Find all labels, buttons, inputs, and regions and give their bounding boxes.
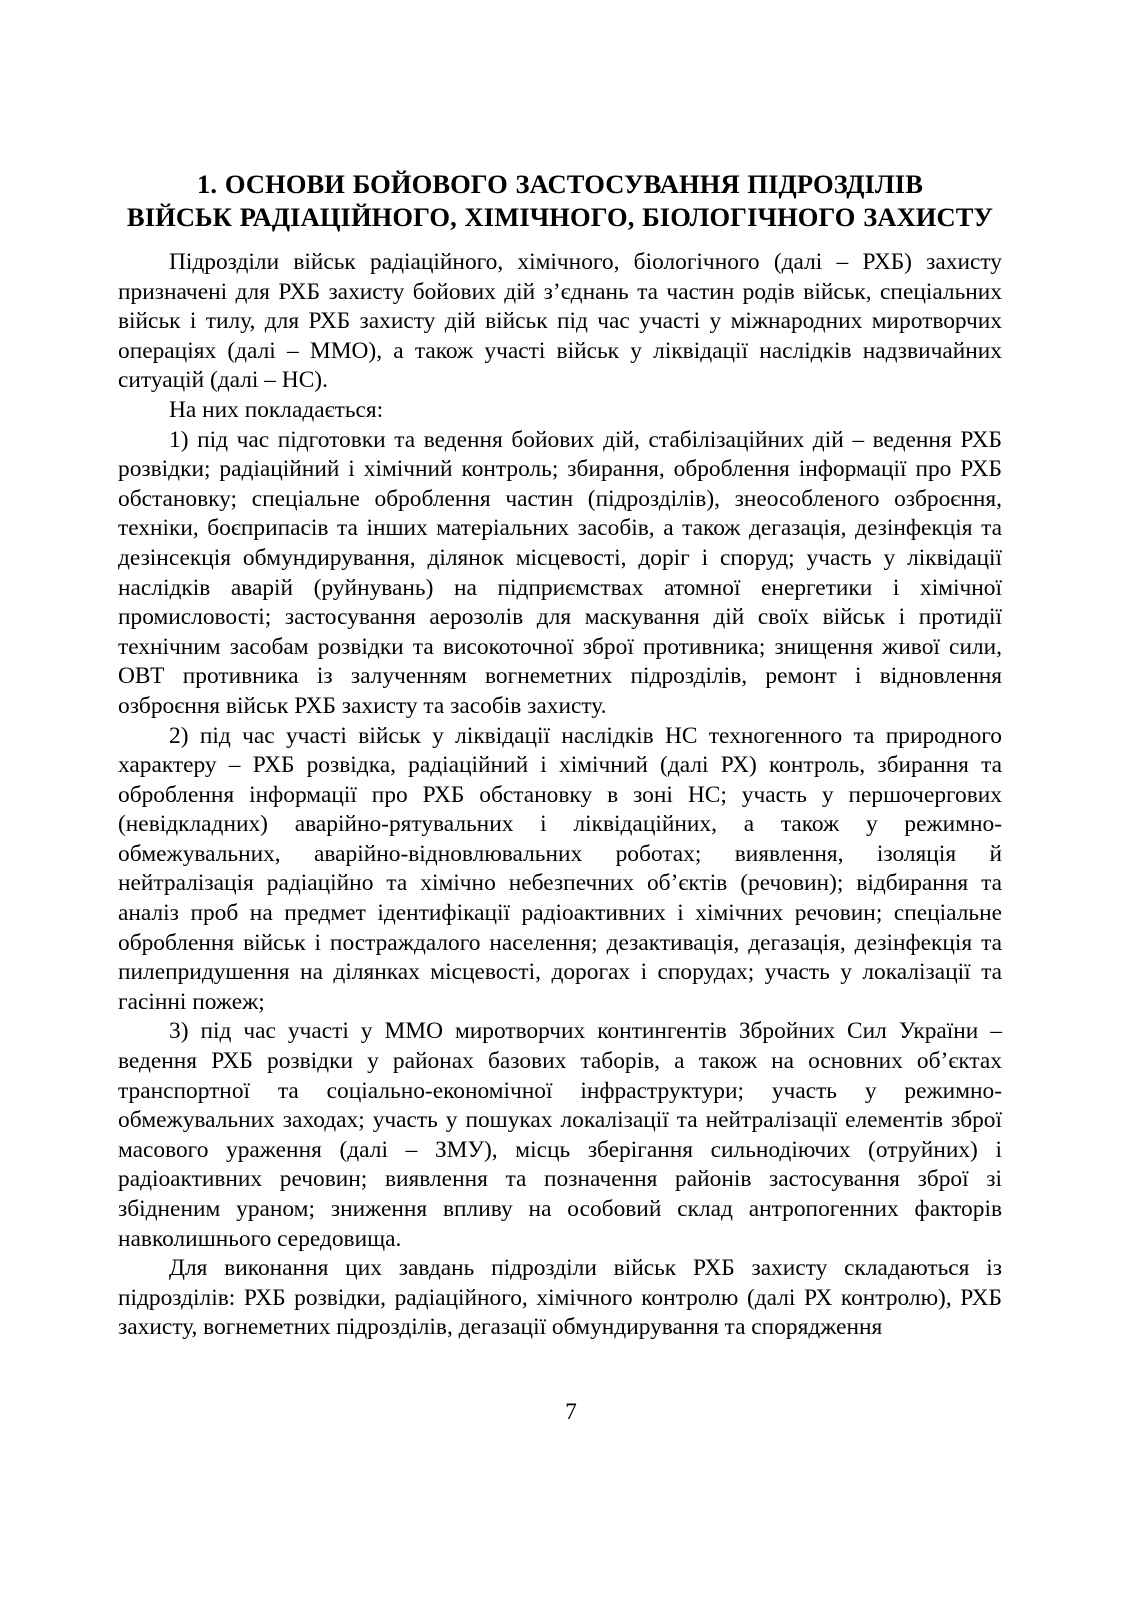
- paragraph-item-2: 2) під час участі військ у ліквідації наслідків НС техногенного та природного характеру – РХБ розвідка, радіаційний і хімічний (далі РХ) контроль, збирання та оброблення інформації про РХБ обстановку в зоні НС; участь у першочергових (невідкладних) аварійно-рятувальних і ліквідаційних, а також у режимно-обмежувальних, аварійно-відновлювальних роботах; виявлення, ізоляція й нейтралізація радіаційно та хімічно небезпечних об’єктів (речовин); відбирання та аналіз проб на предмет ідентифікації радіоактивних і хімічних речовин; спеціальне оброблення військ і постраждалого населення; дезактивація, дегазація, дезінфекція та пилепридушення на ділянках місцевості, дорогах і спорудах; участь у локалізації та гасінні пожеж;: [118, 722, 1002, 1015]
- paragraph-intro: Підрозділи військ радіаційного, хімічного, біологічного (далі – РХБ) захисту призначені для РХБ захисту бойових дій з’єднань та частин родів військ, спеціальних військ і тилу, для РХБ захисту дій військ під час участі у міжнародних миротворчих операціях (далі – ММО), а також участі військ у ліквідації наслідків надзвичайних ситуацій (далі – НС).: [118, 249, 1002, 394]
- page-content: [118, 168, 1002, 1343]
- page-title-line-2: ВІЙСЬК РАДІАЦІЙНОГО, ХІМІЧНОГО, БІОЛОГІЧНОГО ЗАХИСТУ: [126, 202, 994, 232]
- paragraph-item-1: 1) під час підготовки та ведення бойових дій, стабілізаційних дій – ведення РХБ розвідки; радіаційний і хімічний контроль; збирання, оброблення інформації про РХБ обстановку; спеціальне оброблення частин (підрозділів), знеособленого озброєння, техніки, боєприпасів та інших матеріальних засобів, а також дегазація, дезінфекція та дезінсекція обмундирування, ділянок місцевості, доріг і споруд; участь у ліквідації наслідків аварій (руйнувань) на підприємствах атомної енергетики і хімічної промисловості; застосування аерозолів для маскування дій своїх військ і протидії технічним засобам розвідки та високоточної зброї противника; знищення живої сили, ОВТ противника із залученням вогнеметних підрозділів, ремонт і відновлення озброєння військ РХБ захисту та засобів захисту.: [118, 426, 1002, 719]
- page-title: [118, 168, 1002, 234]
- paragraph-lead-in: На них покладається:: [169, 396, 384, 423]
- paragraph-closing: Для виконання цих завдань підрозділи військ РХБ захисту складаються із підрозділів: РХБ розвідки, радіаційного, хімічного контролю (далі РХ контролю), РХБ захисту, вогнеметних підрозділів, дегазації обмундирування та спорядження: [118, 1255, 1002, 1341]
- paragraph-item-3: 3) під час участі у ММО миротворчих контингентів Збройних Сил України – ведення РХБ розвідки у районах базових таборів, а також на основних об’єктах транспортної та соціально-економічної інфраструктури; участь у режимно-обмежувальних заходах; участь у пошуках локалізації та нейтралізації елементів зброї масового ураження (далі – ЗМУ), місць зберігання сильнодіючих (отруйних) і радіоактивних речовин; виявлення та позначення районів застосування зброї зі збідненим ураном; зниження впливу на особовий склад антропогенних факторів навколишнього середовища.: [118, 1018, 1002, 1252]
- page-title-line-1: 1. ОСНОВИ БОЙОВОГО ЗАСТОСУВАННЯ ПІДРОЗДІЛІВ: [197, 169, 923, 199]
- page-number: 7: [565, 1399, 577, 1425]
